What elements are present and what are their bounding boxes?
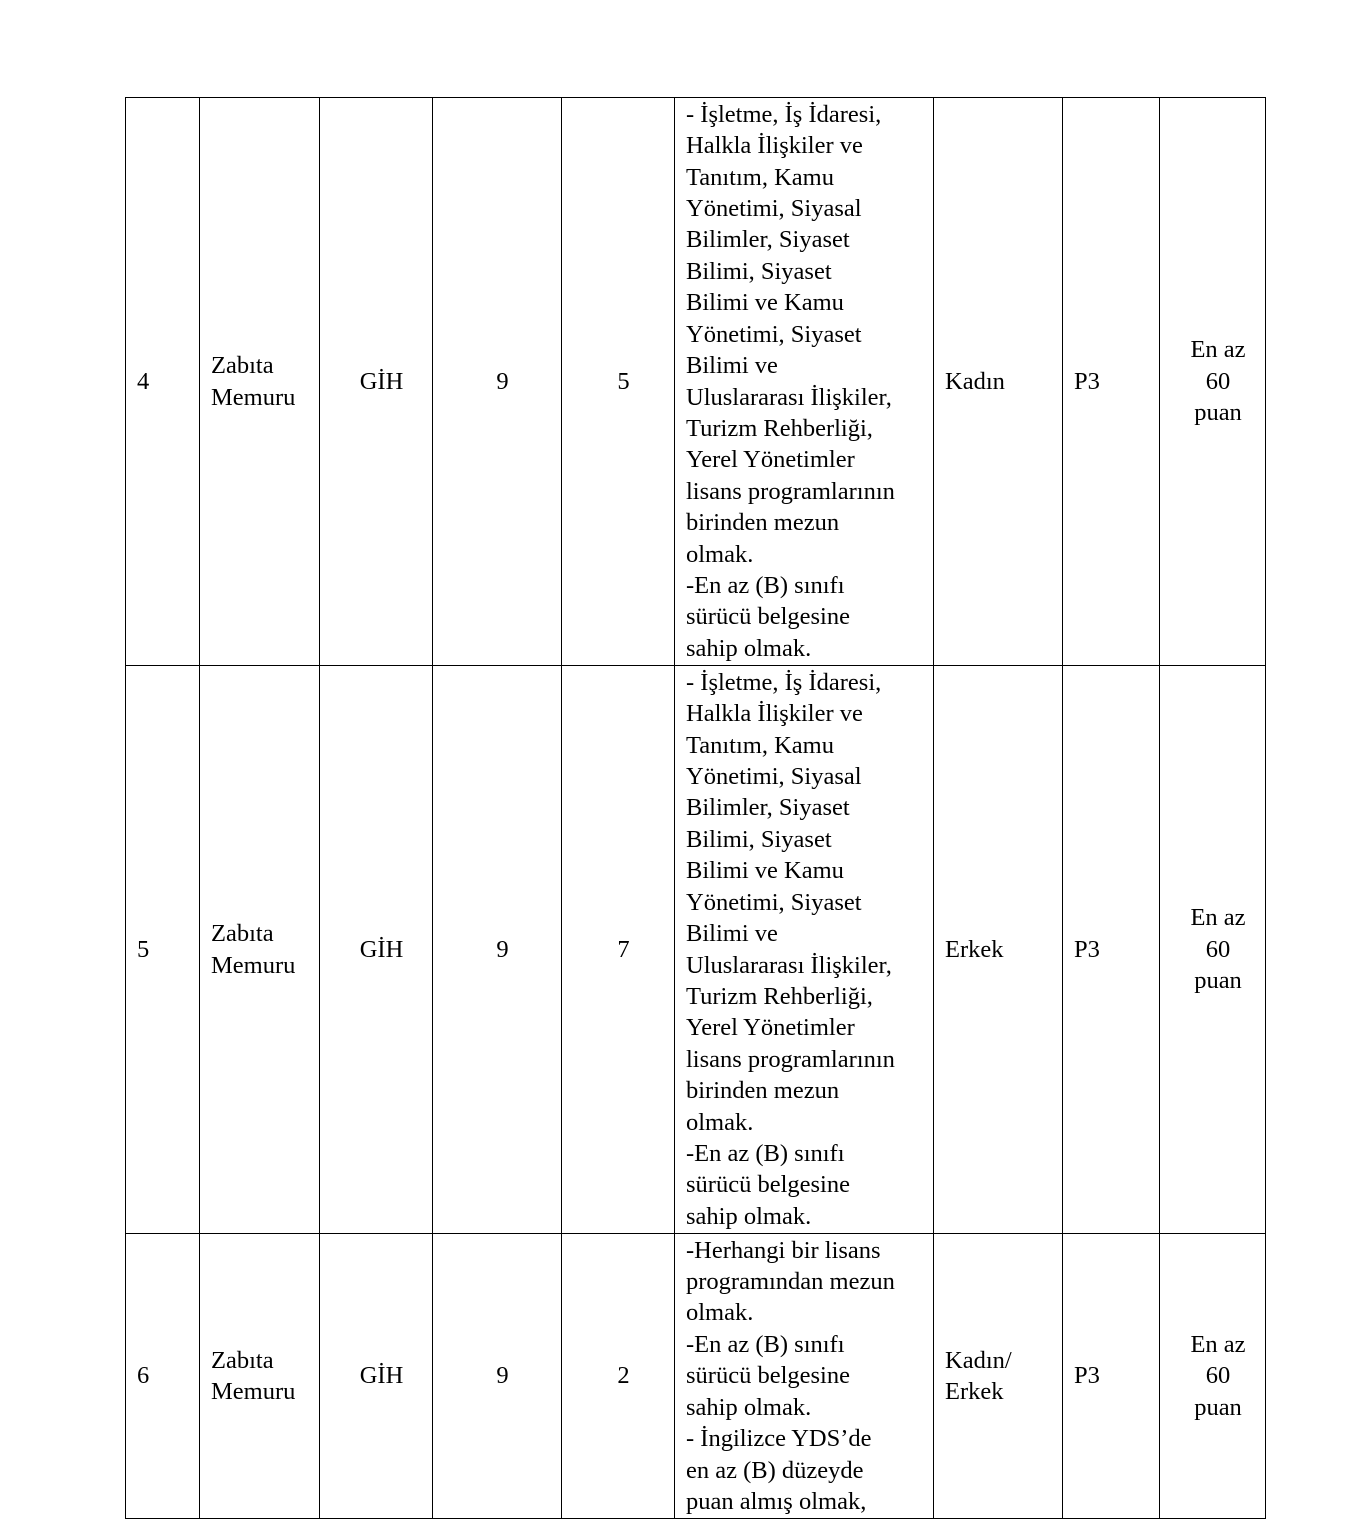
min-score (1160, 1234, 1266, 1519)
min-score-line: puan (1194, 967, 1242, 995)
requirement-line: birinden mezun (686, 509, 840, 537)
requirement-line: puan almış olmak, (686, 1487, 867, 1515)
requirement-line: Bilimi ve Kamu (686, 857, 844, 885)
position-table (125, 97, 1266, 1519)
min-score (1160, 666, 1266, 1234)
requirement-line: sahip olmak. (686, 1393, 812, 1421)
gender (934, 1234, 1063, 1519)
requirement-line: birinden mezun (686, 1077, 840, 1105)
min-score-line: 60 (1205, 1362, 1231, 1390)
requirement-line: Turizm Rehberliği, (686, 414, 873, 442)
requirement-line: lisans programlarının (686, 1045, 895, 1073)
requirement-line: Halkla İlişkiler ve (686, 700, 863, 728)
min-score-line: 60 (1205, 367, 1231, 395)
requirement-line: olmak. (686, 1108, 754, 1136)
requirement-line: Bilimi, Siyaset (686, 257, 832, 285)
gender (934, 666, 1063, 1234)
requirement-line: Halkla İlişkiler ve (686, 132, 863, 160)
service-class: GİH (320, 666, 433, 1234)
requirement-line: olmak. (686, 1299, 754, 1327)
requirement-line: sürücü belgesine (686, 1362, 850, 1390)
grade: 9 (433, 1234, 562, 1519)
requirement-line: Yönetimi, Siyaset (686, 320, 862, 348)
requirements (675, 666, 934, 1234)
gender-line: Kadın/ (945, 1346, 1012, 1374)
table-row (126, 666, 1266, 1234)
row-number: 4 (126, 98, 200, 666)
min-score-line: 60 (1205, 935, 1231, 963)
requirement-line: Yönetimi, Siyasal (686, 763, 862, 791)
position-title-line: Memuru (211, 951, 296, 979)
kpss-type: P3 (1063, 666, 1160, 1234)
requirement-line: Bilimler, Siyaset (686, 226, 850, 254)
gender-line: Kadın (945, 367, 1005, 395)
requirement-line: Uluslararası İlişkiler, (686, 383, 892, 411)
position-title-line: Zabıta (211, 1346, 274, 1374)
requirements (675, 98, 934, 666)
requirement-line: -En az (B) sınıfı (686, 1330, 845, 1358)
table-row (126, 1234, 1266, 1519)
kpss-type: P3 (1063, 98, 1160, 666)
requirement-line: Turizm Rehberliği, (686, 982, 873, 1010)
min-score-line: En az (1190, 1330, 1246, 1358)
requirement-line: Uluslararası İlişkiler, (686, 951, 892, 979)
gender-line: Erkek (945, 1378, 1004, 1405)
requirement-line: Tanıtım, Kamu (686, 163, 834, 191)
position-title-line: Zabıta (211, 920, 274, 948)
requirement-line: -Herhangi bir lisans (686, 1236, 881, 1264)
requirement-line: sürücü belgesine (686, 603, 850, 631)
requirement-line: Bilimler, Siyaset (686, 794, 850, 822)
requirement-line: Yerel Yönetimler (686, 1014, 855, 1042)
position-count: 2 (562, 1234, 675, 1519)
requirement-line: sürücü belgesine (686, 1171, 850, 1199)
requirement-line: -En az (B) sınıfı (686, 571, 845, 599)
requirement-line: programından mezun (686, 1268, 895, 1296)
grade: 9 (433, 98, 562, 666)
requirement-line: - İngilizce YDS’de (686, 1425, 872, 1453)
position-title (200, 98, 320, 666)
requirement-line: olmak. (686, 540, 754, 568)
table-row (126, 98, 1266, 666)
row-number: 5 (126, 666, 200, 1234)
position-title (200, 666, 320, 1234)
requirement-line: Yönetimi, Siyaset (686, 888, 862, 916)
service-class: GİH (320, 1234, 433, 1519)
service-class: GİH (320, 98, 433, 666)
position-title-line: Memuru (211, 383, 296, 411)
requirement-line: - İşletme, İş İdaresi, (686, 668, 882, 696)
gender-line: Erkek (945, 935, 1004, 963)
row-number: 6 (126, 1234, 200, 1519)
requirement-line: lisans programlarının (686, 477, 895, 505)
grade: 9 (433, 666, 562, 1234)
requirement-line: Bilimi ve Kamu (686, 289, 844, 317)
min-score-line: En az (1190, 904, 1246, 932)
requirement-line: sahip olmak. (686, 634, 812, 662)
kpss-type: P3 (1063, 1234, 1160, 1519)
requirement-line: en az (B) düzeyde (686, 1456, 864, 1484)
requirement-line: Bilimi ve (686, 920, 778, 948)
requirement-line: Bilimi ve (686, 352, 778, 380)
position-title (200, 1234, 320, 1519)
requirement-line: - İşletme, İş İdaresi, (686, 100, 882, 128)
position-count: 7 (562, 666, 675, 1234)
min-score-line: En az (1190, 336, 1246, 364)
requirement-line: Tanıtım, Kamu (686, 731, 834, 759)
gender (934, 98, 1063, 666)
min-score-line: puan (1194, 1393, 1242, 1421)
requirement-line: Yerel Yönetimler (686, 446, 855, 474)
requirement-line: Bilimi, Siyaset (686, 825, 832, 853)
requirement-line: Yönetimi, Siyasal (686, 195, 862, 223)
requirements (675, 1234, 934, 1519)
position-title-line: Memuru (211, 1378, 296, 1405)
min-score (1160, 98, 1266, 666)
requirement-line: sahip olmak. (686, 1202, 812, 1230)
position-count: 5 (562, 98, 675, 666)
requirement-line: -En az (B) sınıfı (686, 1139, 845, 1167)
min-score-line: puan (1194, 399, 1242, 427)
position-title-line: Zabıta (211, 352, 274, 380)
